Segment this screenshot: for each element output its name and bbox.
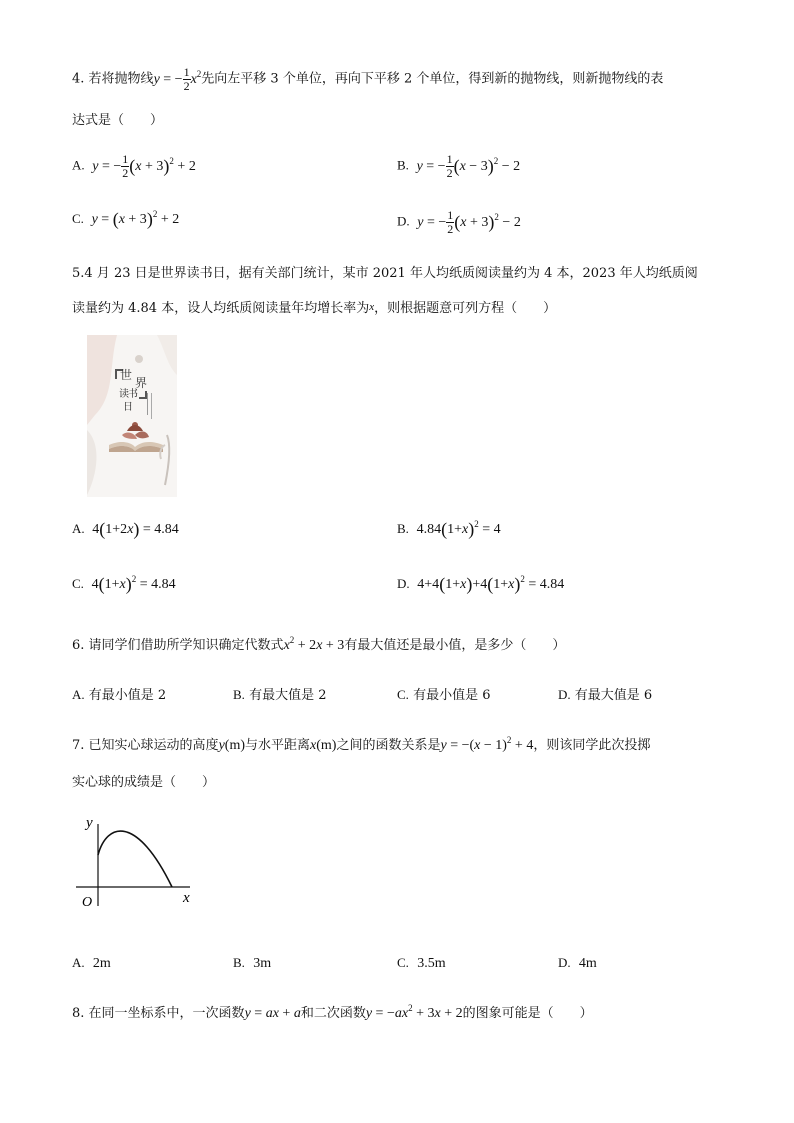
y-axis-label: y — [86, 815, 93, 831]
question-6-stem: 6. 请同学们借助所学知识确定代数式$x^2 + 2x + 3$有最大值还是最小值，是多少（ ） — [72, 635, 566, 653]
trajectory-curve — [98, 831, 172, 887]
question-5-stem-line1: 5.4 月 23 日是世界读书日，据有关部门统计，某市 2021 年人均纸质阅读量约为 4 本，2023 年人均纸质阅 — [72, 266, 698, 281]
q7-option-a[interactable]: A. 2m — [72, 955, 111, 971]
question-5-stem-line2: 读量约为 4.84 本，设人均纸质阅读量年均增长率为x，则根据题意可列方程（ ） — [72, 301, 557, 316]
origin-label: O — [82, 895, 93, 910]
poster-char-2: 界 — [135, 376, 148, 390]
q7-option-b[interactable]: B. 3m — [233, 955, 272, 971]
q6-expression: $x^2 + 2x + 3$ — [283, 635, 345, 653]
q5-option-b[interactable]: B. $4.84(1+x)^2 = 4$ — [397, 519, 501, 539]
q7-trajectory-graph — [72, 810, 202, 914]
poster-illustration — [87, 335, 177, 497]
q7-option-d[interactable]: D. 4m — [558, 955, 597, 971]
poster-char-1: 世 — [120, 368, 133, 382]
q7-option-c[interactable]: C. 3.5m — [397, 955, 446, 971]
q4-parabola-formula: y = − $\frac{1}{2}$ $x^2$ — [153, 65, 202, 93]
q4-option-b[interactable]: B. y = − $\frac{1}{2}$ $(x - 3)^2 - 2$ — [397, 152, 521, 180]
question-7-stem-line1: 7. 已知实心球运动的高度y(m)与水平距离x(m)之间的函数关系是$y = -(x - 1)^2 + 4$，则该同学此次投掷 — [72, 735, 651, 753]
q8-linear-function: y = ax + a — [244, 1006, 301, 1021]
q5-option-d[interactable]: D. $4+4(1+x)+4(1+x)^2 = 4.84$ — [397, 574, 565, 594]
question-8-stem: 8. 在同一坐标系中，一次函数y = ax + a和二次函数$y = -ax^2 + 3x + 2$的图象可能是（ ） — [72, 1003, 593, 1021]
q5-option-c[interactable]: C. $4(1+x)^2 = 4.84$ — [72, 574, 176, 594]
q8-quadratic-function: $y = -ax^2 + 3x + 2$ — [365, 1003, 463, 1021]
q6-option-b[interactable]: B. 有最大值是 2 — [233, 687, 327, 703]
q5-option-a[interactable]: A. 4(1+2x) = 4.84 — [72, 519, 179, 539]
q4-option-c[interactable]: C. $y = (x + 3)^2 + 2$ — [72, 209, 180, 229]
poster-char-4: 书 — [128, 389, 138, 400]
q6-option-c[interactable]: C. 有最小值是 6 — [397, 687, 491, 703]
poster-char-3: 读 — [119, 389, 129, 400]
q6-option-a[interactable]: A. 有最小值是 2 — [72, 687, 167, 703]
q4-option-a[interactable]: A. y = − $\frac{1}{2}$ $(x + 3)^2 + 2$ — [72, 152, 196, 180]
q4-option-d[interactable]: D. y = − $\frac{1}{2}$ $(x + 3)^2 - 2$ — [397, 208, 521, 236]
poster-char-5: 日 — [123, 402, 133, 413]
q6-option-d[interactable]: D. 有最大值是 6 — [558, 687, 653, 703]
question-7-stem-line2: 实心球的成绩是（ ） — [72, 775, 216, 790]
question-4-stem-line1: 4. 若将抛物线y = − $\frac{1}{2}$ $x^2$先向左平移 3 个单位，再向下平移 2 个单位，得到新的抛物线，则新抛物线的表 — [72, 65, 664, 93]
question-4-stem-line2: 达式是（ ） — [72, 113, 164, 128]
x-axis-label: x — [183, 890, 190, 906]
world-book-day-poster — [87, 335, 177, 497]
q7-function: $y = -(x - 1)^2 + 4$ — [440, 735, 534, 753]
